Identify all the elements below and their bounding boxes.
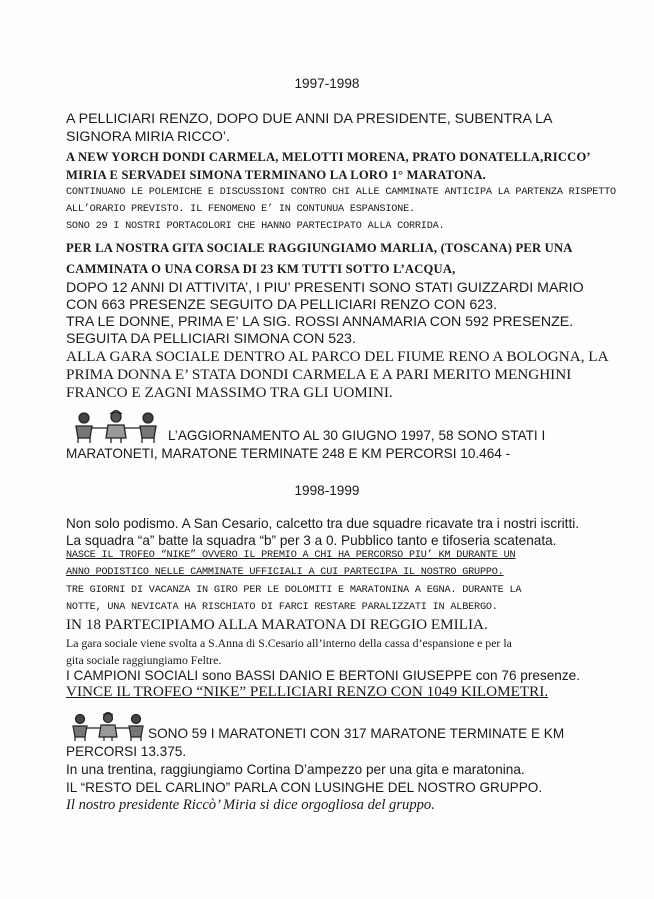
text-line: L’AGGIORNAMENTO AL 30 GIUGNO 1997, 58 SONO STATI I <box>168 428 546 443</box>
text-line: I CAMPIONI SOCIALI sono BASSI DANIO E BERTONI GIUSEPPE con 76 presenze. <box>66 668 580 683</box>
text-line: A PELLICIARI RENZO, DOPO DUE ANNI DA PRESIDENTE, SUBENTRA LA <box>66 111 553 127</box>
text-line: TRA LE DONNE, PRIMA E’ LA SIG. ROSSI ANNAMARIA CON 592 PRESENZE. <box>66 314 574 330</box>
text-line: ANNO PODISTICO NELLE CAMMINATE UFFICIALI A CUI PARTECIPA IL NOSTRO GRUPPO. <box>66 567 504 578</box>
text-line: PERCORSI 13.375. <box>66 744 187 759</box>
text-line: CONTINUANO LE POLEMICHE E DISCUSSIONI CONTRO CHI ALLE CAMMINATE ANTICIPA LA PARTENZA RISPETTO <box>66 187 616 198</box>
three-people-clipart-icon <box>68 410 164 444</box>
three-people-clipart-icon <box>68 712 148 742</box>
text-line: CON 663 PRESENZE SEGUITO DA PELLICIARI RENZO CON 623. <box>66 297 498 313</box>
text-line: MIRIA E SERVADEI SIMONA TERMINANO LA LORO 1° MARATONA. <box>66 168 486 182</box>
text-line: SIGNORA MIRIA RICCO’. <box>66 129 230 145</box>
text-line: IN 18 PARTECIPIAMO ALLA MARATONA DI REGGIO EMILIA. <box>66 616 488 633</box>
text-line: DOPO 12 ANNI DI ATTIVITA’, I PIU’ PRESENTI SONO STATI GUIZZARDI MARIO <box>66 280 584 296</box>
text-line: ALLA GARA SOCIALE DENTRO AL PARCO DEL FIUME RENO A BOLOGNA, LA <box>66 348 609 365</box>
text-line: La squadra “a” batte la squadra “b” per 3 a 0. Pubblico tanto e tifoseria scatenata. <box>66 533 557 548</box>
text-line: Il nostro presidente Riccò’ Miria si dice orgogliosa del gruppo. <box>66 797 435 813</box>
year-heading-1997-1998: 1997-1998 <box>294 76 360 91</box>
text-line: Non solo podismo. A San Cesario, calcetto tra due squadre ricavate tra i nostri iscritti. <box>66 516 580 531</box>
text-line: PER LA NOSTRA GITA SOCIALE RAGGIUNGIAMO MARLIA, (TOSCANA) PER UNA <box>66 241 573 255</box>
text-line: FRANCO E ZAGNI MASSIMO TRA GLI UOMINI. <box>66 384 393 401</box>
text-line: NOTTE, UNA NEVICATA HA RISCHIATO DI FARCI RESTARE PARALIZZATI IN ALBERGO. <box>66 602 498 613</box>
text-line: VINCE IL TROFEO “NIKE” PELLICIARI RENZO CON 1049 KILOMETRI. <box>66 683 549 700</box>
text-line: La gara sociale viene svolta a S.Anna di S.Cesario all’interno della cassa d’espansione e per la <box>66 636 512 650</box>
text-line: CAMMINATA O UNA CORSA DI 23 KM TUTTI SOTTO L’ACQUA, <box>66 262 456 276</box>
text-line: SEGUITA DA PELLICIARI SIMONA CON 523. <box>66 331 356 347</box>
text-line: IL “RESTO DEL CARLINO” PARLA CON LUSINGHE DEL NOSTRO GRUPPO. <box>66 780 543 795</box>
text-line: NASCE IL TROFEO “NIKE” OVVERO IL PREMIO A CHI HA PERCORSO PIU’ KM DURANTE UN <box>66 550 516 561</box>
year-heading-1998-1999: 1998-1999 <box>294 483 360 498</box>
text-line: SONO 59 I MARATONETI CON 317 MARATONE TERMINATE E KM <box>148 726 565 741</box>
text-line: A NEW YORCH DONDI CARMELA, MELOTTI MORENA, PRATO DONATELLA,RICCO’ <box>66 150 591 164</box>
text-line: In una trentina, raggiungiamo Cortina D’ampezzo per una gita e maratonina. <box>66 762 525 777</box>
text-line: SONO 29 I NOSTRI PORTACOLORI CHE HANNO PARTECIPATO ALLA CORRIDA. <box>66 221 445 232</box>
text-line: gita sociale raggiungiamo Feltre. <box>66 653 222 667</box>
text-line: PRIMA DONNA E’ STATA DONDI CARMELA E A PARI MERITO MENGHINI <box>66 366 572 383</box>
text-line: MARATONETI, MARATONE TERMINATE 248 E KM PERCORSI 10.464 - <box>66 446 511 461</box>
text-line: ALL’ORARIO PREVISTO. IL FENOMENO E’ IN CONTUNUA ESPANSIONE. <box>66 204 415 215</box>
text-line: TRE GIORNI DI VACANZA IN GIRO PER LE DOLOMITI E MARATONINA A EGNA. DURANTE LA <box>66 585 522 596</box>
